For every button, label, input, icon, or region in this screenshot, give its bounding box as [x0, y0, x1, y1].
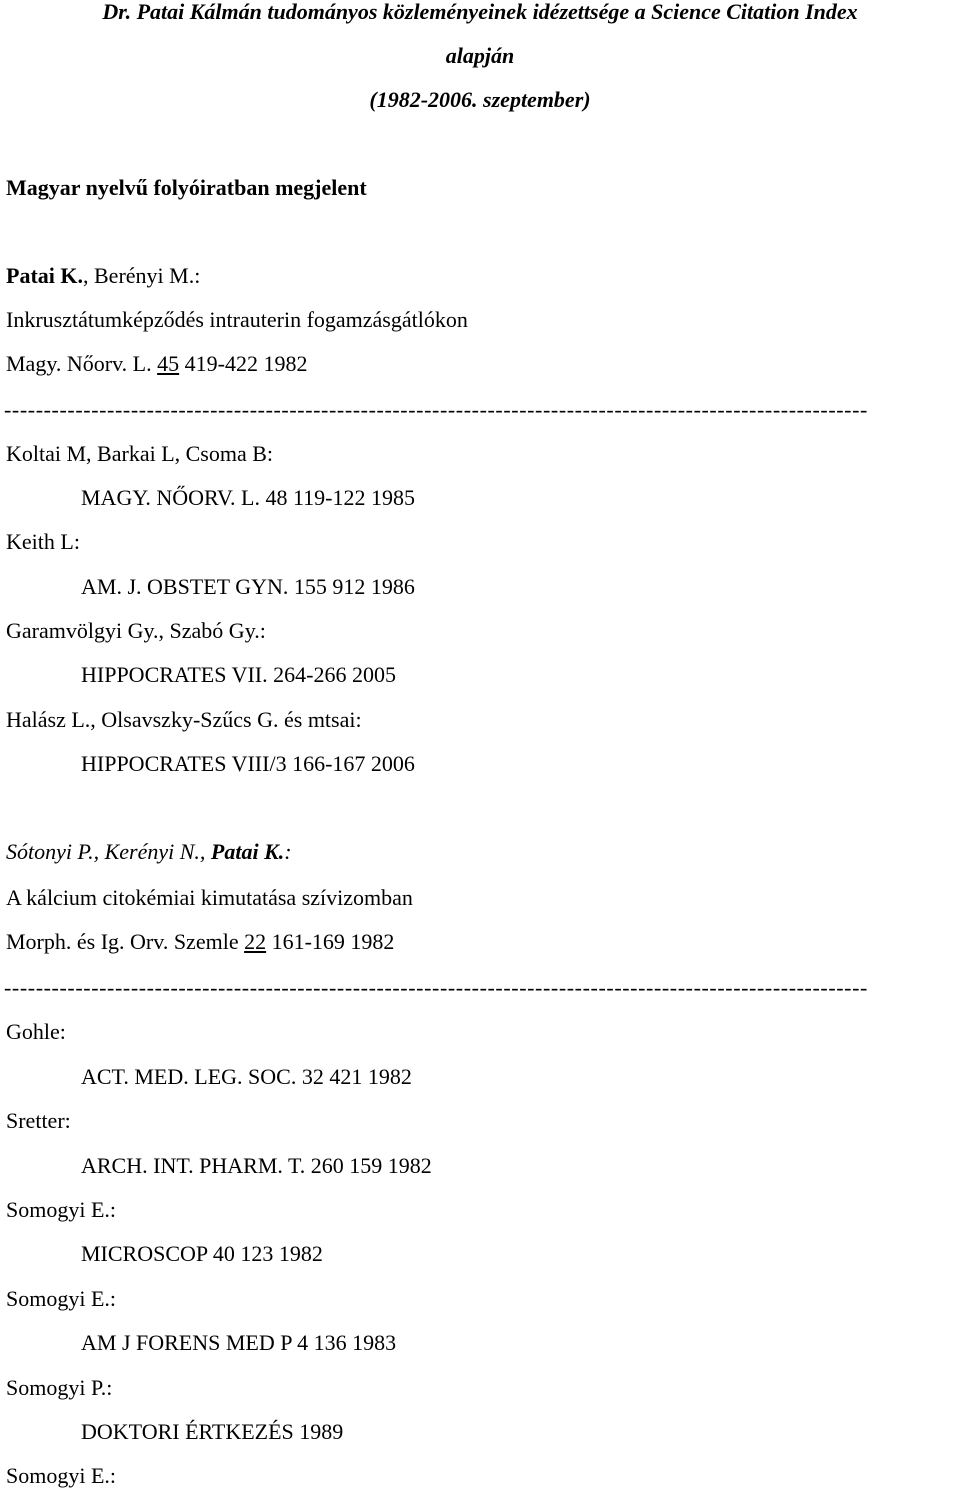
highlighted-author: Patai K. — [210, 839, 285, 864]
publication-journal — [6, 928, 394, 956]
co-authors: , Berényi M.: — [83, 263, 201, 288]
citing-source: DOKTORI ÉRTKEZÉS 1989 — [81, 1419, 344, 1444]
journal-pages-year: 419-422 1982 — [179, 351, 308, 376]
publication-journal — [6, 350, 307, 378]
highlighted-author: Patai K. — [6, 263, 83, 288]
citing-source: ACT. MED. LEG. SOC. 32 421 1982 — [81, 1064, 412, 1089]
separator-line: ------------------------------------------------------------------------------------------------------------- — [4, 397, 868, 422]
citing-author: Somogyi E.: — [6, 1197, 117, 1222]
journal-pages-year: 161-169 1982 — [266, 929, 395, 954]
citing-author: Garamvölgyi Gy., Szabó Gy.: — [6, 618, 266, 643]
publication-title: Inkrusztátumképződés intrauterin fogamzásgátlókon — [6, 307, 468, 332]
journal-volume: 45 — [157, 351, 180, 376]
citing-source: HIPPOCRATES VIII/3 166-167 2006 — [81, 751, 415, 776]
citing-author: Gohle: — [6, 1019, 66, 1044]
journal-volume: 22 — [244, 929, 267, 954]
publication-title: A kálcium citokémiai kimutatása szívizomban — [6, 885, 413, 910]
citing-author: Keith L: — [6, 529, 80, 554]
title-line-2: alapján — [445, 43, 515, 68]
citing-source: AM J FORENS MED P 4 136 1983 — [81, 1330, 397, 1355]
journal-name: Morph. és Ig. Orv. Szemle — [6, 929, 245, 954]
co-authors: Sótonyi P., Kerényi N., — [6, 839, 211, 864]
authors-colon: : — [284, 839, 292, 864]
citing-source: AM. J. OBSTET GYN. 155 912 1986 — [81, 574, 415, 599]
separator-line: ------------------------------------------------------------------------------------------------------------- — [4, 975, 868, 1000]
citing-source: MAGY. NŐORV. L. 48 119-122 1985 — [81, 485, 415, 510]
publication-authors — [6, 262, 200, 290]
citing-author: Sretter: — [6, 1108, 71, 1133]
citing-source: HIPPOCRATES VII. 264-266 2005 — [81, 662, 396, 687]
citing-source: MICROSCOP 40 123 1982 — [81, 1241, 323, 1266]
publication-authors — [6, 838, 292, 866]
citing-author: Koltai M, Barkai L, Csoma B: — [6, 441, 274, 466]
title-line-3: (1982-2006. szeptember) — [369, 87, 591, 112]
citing-author: Somogyi E.: — [6, 1463, 117, 1488]
section-heading: Magyar nyelvű folyóiratban megjelent — [6, 175, 367, 200]
citing-source: ARCH. INT. PHARM. T. 260 159 1982 — [81, 1153, 432, 1178]
title-line-1: Dr. Patai Kálmán tudományos közleményeinek idézettsége a Science Citation Index — [102, 0, 858, 24]
citing-author: Somogyi E.: — [6, 1286, 117, 1311]
citing-author: Somogyi P.: — [6, 1375, 113, 1400]
citing-author: Halász L., Olsavszky-Szűcs G. és mtsai: — [6, 707, 362, 732]
journal-name: Magy. Nőorv. L. — [6, 351, 158, 376]
